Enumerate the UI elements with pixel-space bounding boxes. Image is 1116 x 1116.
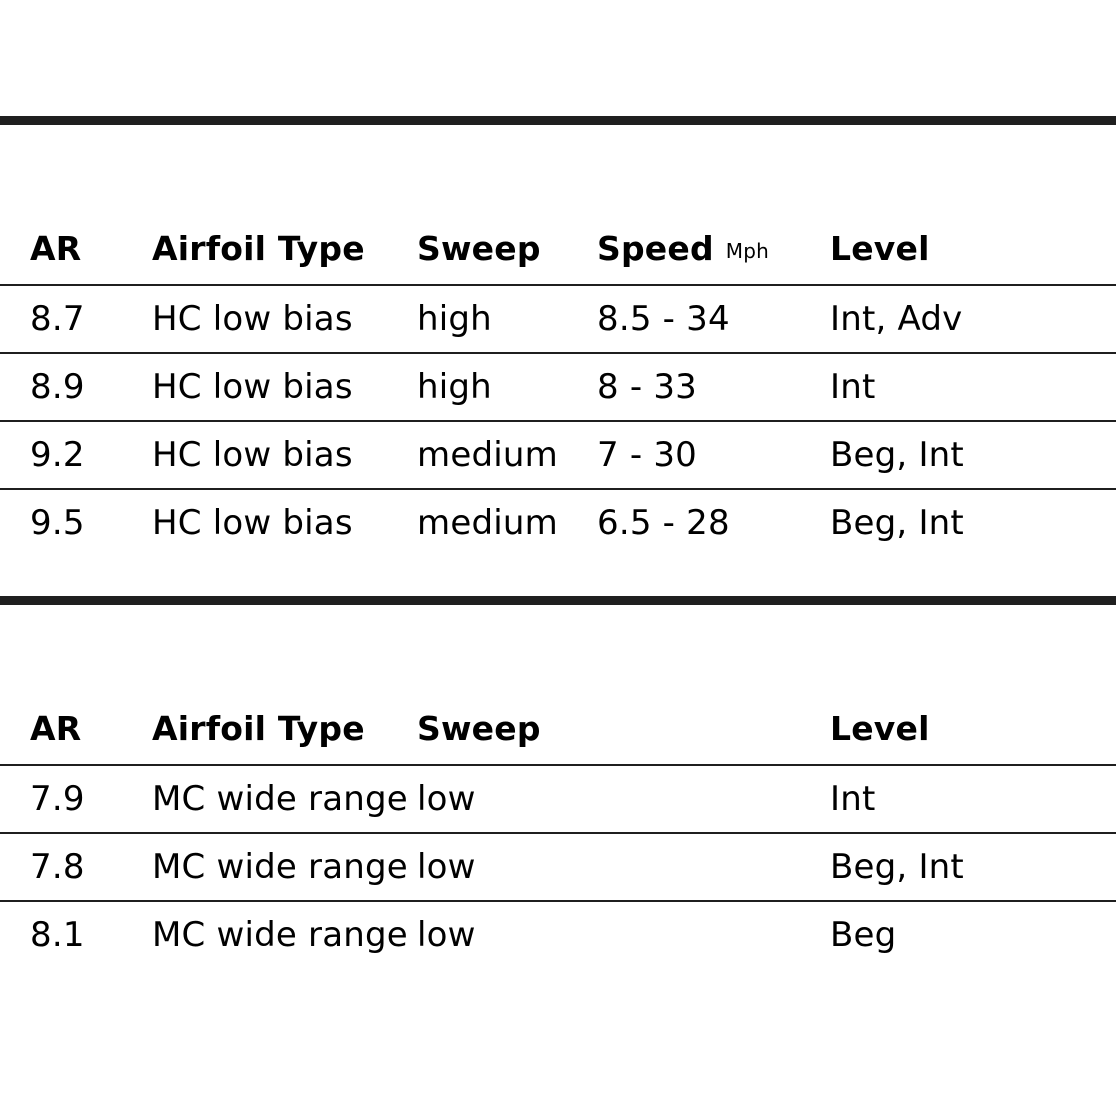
cell-sweep: high	[417, 367, 492, 407]
cell-level: Beg, Int	[830, 847, 964, 887]
cell-sweep: low	[417, 847, 476, 887]
cell-airfoil-type: HC low bias	[152, 435, 353, 475]
header-speed	[597, 212, 769, 284]
header-speed-label: Speed	[597, 228, 714, 268]
cell-level: Int, Adv	[830, 299, 963, 339]
cell-sweep: medium	[417, 503, 558, 543]
section-divider-top	[0, 116, 1116, 125]
cell-airfoil-type: MC wide range	[152, 779, 408, 819]
header-level: Level	[830, 708, 930, 748]
cell-ar: 8.9	[30, 367, 85, 407]
cell-sweep: low	[417, 915, 476, 955]
table-row	[0, 352, 1116, 420]
cell-ar: 9.5	[30, 503, 85, 543]
cell-level: Int	[830, 367, 876, 407]
cell-level: Beg	[830, 915, 897, 955]
cell-airfoil-type: HC low bias	[152, 299, 353, 339]
cell-airfoil-type: MC wide range	[152, 915, 408, 955]
cell-ar: 9.2	[30, 435, 85, 475]
header-sweep: Sweep	[417, 708, 541, 748]
cell-ar: 7.8	[30, 847, 85, 887]
section-divider-middle	[0, 596, 1116, 605]
cell-airfoil-type: HC low bias	[152, 367, 353, 407]
cell-speed: 7 - 30	[597, 435, 697, 475]
table-row	[0, 420, 1116, 488]
header-level: Level	[830, 228, 930, 268]
cell-ar: 8.7	[30, 299, 85, 339]
cell-ar: 7.9	[30, 779, 85, 819]
cell-level: Beg, Int	[830, 503, 964, 543]
cell-airfoil-type: HC low bias	[152, 503, 353, 543]
header-airfoil-type: Airfoil Type	[152, 228, 365, 268]
cell-airfoil-type: MC wide range	[152, 847, 408, 887]
table-row	[0, 900, 1116, 968]
table-row	[0, 764, 1116, 832]
cell-speed: 8 - 33	[597, 367, 697, 407]
header-airfoil-type: Airfoil Type	[152, 708, 365, 748]
cell-sweep: low	[417, 779, 476, 819]
spec-table-hc	[0, 212, 1116, 556]
cell-sweep: high	[417, 299, 492, 339]
header-ar: AR	[30, 708, 82, 748]
header-ar: AR	[30, 228, 82, 268]
table-row	[0, 832, 1116, 900]
header-speed-unit: Mph	[725, 239, 770, 263]
cell-ar: 8.1	[30, 915, 85, 955]
header-sweep: Sweep	[417, 228, 541, 268]
cell-speed: 6.5 - 28	[597, 503, 730, 543]
table-header-row	[0, 692, 1116, 764]
cell-speed: 8.5 - 34	[597, 299, 730, 339]
spec-table-mc	[0, 692, 1116, 968]
table-header-row	[0, 212, 1116, 284]
table-row	[0, 488, 1116, 556]
cell-sweep: medium	[417, 435, 558, 475]
table-row	[0, 284, 1116, 352]
cell-level: Beg, Int	[830, 435, 964, 475]
cell-level: Int	[830, 779, 876, 819]
